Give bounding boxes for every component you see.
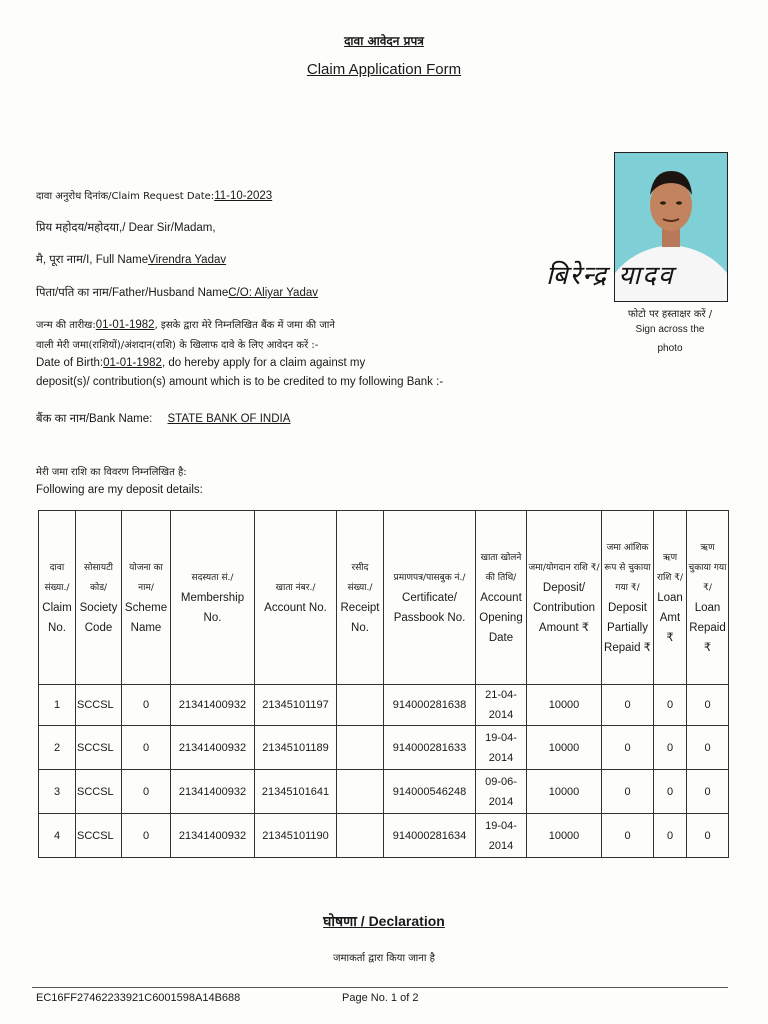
- dob-hindi-line-1: [36, 317, 335, 331]
- full-name-label: मै, पूरा नाम/I, Full Name: [36, 254, 149, 266]
- column-header-hindi: ऋण राशि ₹/: [656, 552, 684, 583]
- column-header: [39, 511, 76, 685]
- column-header: [602, 511, 654, 685]
- column-header-hindi: सदस्यता सं./: [191, 572, 234, 583]
- dob-english-line-2: deposit(s)/ contribution(s) amount which is to be credited to my following Bank :-: [36, 376, 444, 388]
- full-name-value: Virendra Yadav: [148, 254, 227, 266]
- column-header-hindi: दावा संख्या./: [44, 562, 70, 593]
- photo-caption-english-2: photo: [657, 343, 683, 354]
- table-cell: SCCSL: [76, 814, 122, 858]
- table-cell: 0: [654, 726, 687, 770]
- father-husband-value: C/O: Aliyar Yadav: [228, 287, 318, 299]
- column-header: [171, 511, 255, 685]
- column-header-english: Account No.: [264, 601, 327, 614]
- column-header-hindi: खाता खोलने की तिथि/: [480, 552, 522, 583]
- column-header-english: Deposit/ Contribution Amount ₹: [532, 581, 595, 634]
- column-header-hindi: जमा आंशिक रूप से चुकाया गया ₹/: [604, 542, 651, 593]
- table-cell: 21341400932: [171, 685, 255, 726]
- claim-request-date-line: [36, 188, 272, 202]
- table-cell: 0: [122, 726, 171, 770]
- column-header-hindi: सोसायटी कोड/: [84, 562, 113, 593]
- table-row: [39, 814, 729, 858]
- dob-hindi-prefix: जन्म की तारीख:: [36, 320, 96, 331]
- declaration-subtitle: जमाकर्ता द्वारा किया जाना है: [333, 953, 435, 964]
- column-header-english: Claim No.: [42, 601, 72, 634]
- deposit-details-table: [38, 510, 729, 858]
- column-header-english: Certificate/ Passbook No.: [393, 591, 466, 624]
- table-cell: 10000: [527, 814, 602, 858]
- column-header: [255, 511, 337, 685]
- dob-english-prefix: Date of Birth:: [36, 357, 104, 369]
- column-header-english: Scheme Name: [124, 601, 168, 634]
- footer-divider: [32, 987, 728, 988]
- table-cell: [337, 814, 384, 858]
- table-cell: 4: [39, 814, 76, 858]
- dob-hindi-date: 01-01-1982: [95, 319, 155, 331]
- column-header-english: Receipt No.: [340, 601, 380, 634]
- table-cell: 10000: [527, 770, 602, 814]
- column-header-english: Loan Amt ₹: [657, 591, 683, 644]
- table-cell: 0: [687, 814, 729, 858]
- column-header-english: Loan Repaid ₹: [689, 601, 726, 654]
- salutation: प्रिय महोदय/महोदया,/ Dear Sir/Madam,: [36, 222, 216, 234]
- table-cell: SCCSL: [76, 685, 122, 726]
- table-cell: 19-04-2014: [476, 814, 527, 858]
- dob-english-line-1: [36, 357, 365, 369]
- table-cell: 0: [687, 770, 729, 814]
- table-cell: 914000281634: [384, 814, 476, 858]
- table-cell: SCCSL: [76, 726, 122, 770]
- table-cell: 2: [39, 726, 76, 770]
- column-header-hindi: जमा/योगदान राशि ₹/: [528, 562, 600, 573]
- column-header: [384, 511, 476, 685]
- table-cell: [337, 726, 384, 770]
- table-cell: 1: [39, 685, 76, 726]
- column-header: [476, 511, 527, 685]
- table-cell: 21-04-2014: [476, 685, 527, 726]
- dob-english-date: 01-01-1982: [103, 357, 162, 369]
- table-cell: 19-04-2014: [476, 726, 527, 770]
- father-husband-line: [36, 285, 318, 300]
- column-header-english: Account Opening Date: [479, 591, 523, 644]
- column-header-hindi: योजना का नाम/: [129, 562, 163, 593]
- table-cell: 0: [654, 770, 687, 814]
- form-title-english: Claim Application Form: [306, 61, 462, 78]
- bank-label: बैंक का नाम/Bank Name:: [36, 413, 153, 425]
- table-row: [39, 685, 729, 726]
- dob-english-rest: , do hereby apply for a claim against my: [161, 357, 366, 369]
- table-cell: 0: [602, 814, 654, 858]
- column-header-hindi: ऋण चुकाया गया ₹/: [688, 542, 727, 593]
- column-header-english: Society Code: [79, 601, 118, 634]
- table-cell: 0: [122, 685, 171, 726]
- table-cell: 21345101197: [255, 685, 337, 726]
- table-cell: [337, 770, 384, 814]
- column-header: [337, 511, 384, 685]
- table-cell: 0: [687, 726, 729, 770]
- table-cell: 0: [122, 814, 171, 858]
- dob-hindi-line-2: वाली मेरी जमा(राशियों)/अंशदान(राशि) के खिलाफ दावे के लिए आवेदन करें :-: [36, 340, 319, 351]
- deposit-intro-english: Following are my deposit details:: [36, 484, 203, 496]
- table-cell: 21341400932: [171, 814, 255, 858]
- column-header-english: Deposit Partially Repaid ₹: [604, 601, 651, 654]
- table-cell: 21341400932: [171, 770, 255, 814]
- table-cell: SCCSL: [76, 770, 122, 814]
- declaration-title: घोषणा / Declaration: [323, 913, 445, 929]
- table-cell: 21345101641: [255, 770, 337, 814]
- form-title-hindi: दावा आवेदन प्रपत्र: [344, 34, 424, 48]
- table-cell: 0: [122, 770, 171, 814]
- table-cell: 0: [687, 685, 729, 726]
- claim-request-date-value: 11-10-2023: [214, 190, 273, 202]
- table-body: [39, 685, 729, 858]
- column-header: [527, 511, 602, 685]
- table-cell: 0: [654, 814, 687, 858]
- column-header: [654, 511, 687, 685]
- table-cell: 10000: [527, 726, 602, 770]
- column-header: [76, 511, 122, 685]
- table-cell: 914000281633: [384, 726, 476, 770]
- photo-caption-english-1: Sign across the: [635, 324, 705, 335]
- footer-reference: EC16FF27462233921C6001598A14B688: [36, 992, 241, 1004]
- table-cell: 0: [602, 770, 654, 814]
- claim-request-date-label: दावा अनुरोध दिनांक/Claim Request Date:: [36, 191, 215, 202]
- table-cell: [337, 685, 384, 726]
- table-cell: 0: [654, 685, 687, 726]
- full-name-line: [36, 252, 226, 267]
- table-row: [39, 726, 729, 770]
- table-row: [39, 770, 729, 814]
- table-cell: 914000281638: [384, 685, 476, 726]
- table-cell: 0: [602, 726, 654, 770]
- table-cell: 10000: [527, 685, 602, 726]
- column-header-hindi: खाता नंबर./: [275, 582, 316, 593]
- table-cell: 3: [39, 770, 76, 814]
- bank-value: STATE BANK OF INDIA: [167, 413, 291, 425]
- dob-hindi-rest: , इसके द्वारा मेरे निम्नलिखित बैंक में जमा की जाने: [154, 320, 335, 331]
- signature: बिरेन्द्र यादव: [546, 261, 675, 291]
- father-husband-label: पिता/पति का नाम/Father/Husband Name: [36, 287, 229, 299]
- bank-line: [36, 411, 290, 426]
- column-header-hindi: प्रमाणपत्र/पासबुक नं./: [393, 572, 466, 583]
- table-cell: 21345101190: [255, 814, 337, 858]
- deposit-intro-hindi: मेरी जमा राशि का विवरण निम्नलिखित है:: [36, 467, 187, 478]
- table-header-row: [39, 511, 729, 685]
- photo-caption-hindi: फोटो पर हस्ताक्षर करें /: [627, 309, 713, 320]
- table-cell: 914000546248: [384, 770, 476, 814]
- table-cell: 21345101189: [255, 726, 337, 770]
- column-header: [122, 511, 171, 685]
- column-header-english: Membership No.: [180, 591, 245, 624]
- column-header-hindi: रसीद संख्या./: [347, 562, 373, 593]
- footer-page-number: Page No. 1 of 2: [342, 992, 419, 1004]
- table-cell: 0: [602, 685, 654, 726]
- table-cell: 21341400932: [171, 726, 255, 770]
- table-cell: 09-06-2014: [476, 770, 527, 814]
- column-header: [687, 511, 729, 685]
